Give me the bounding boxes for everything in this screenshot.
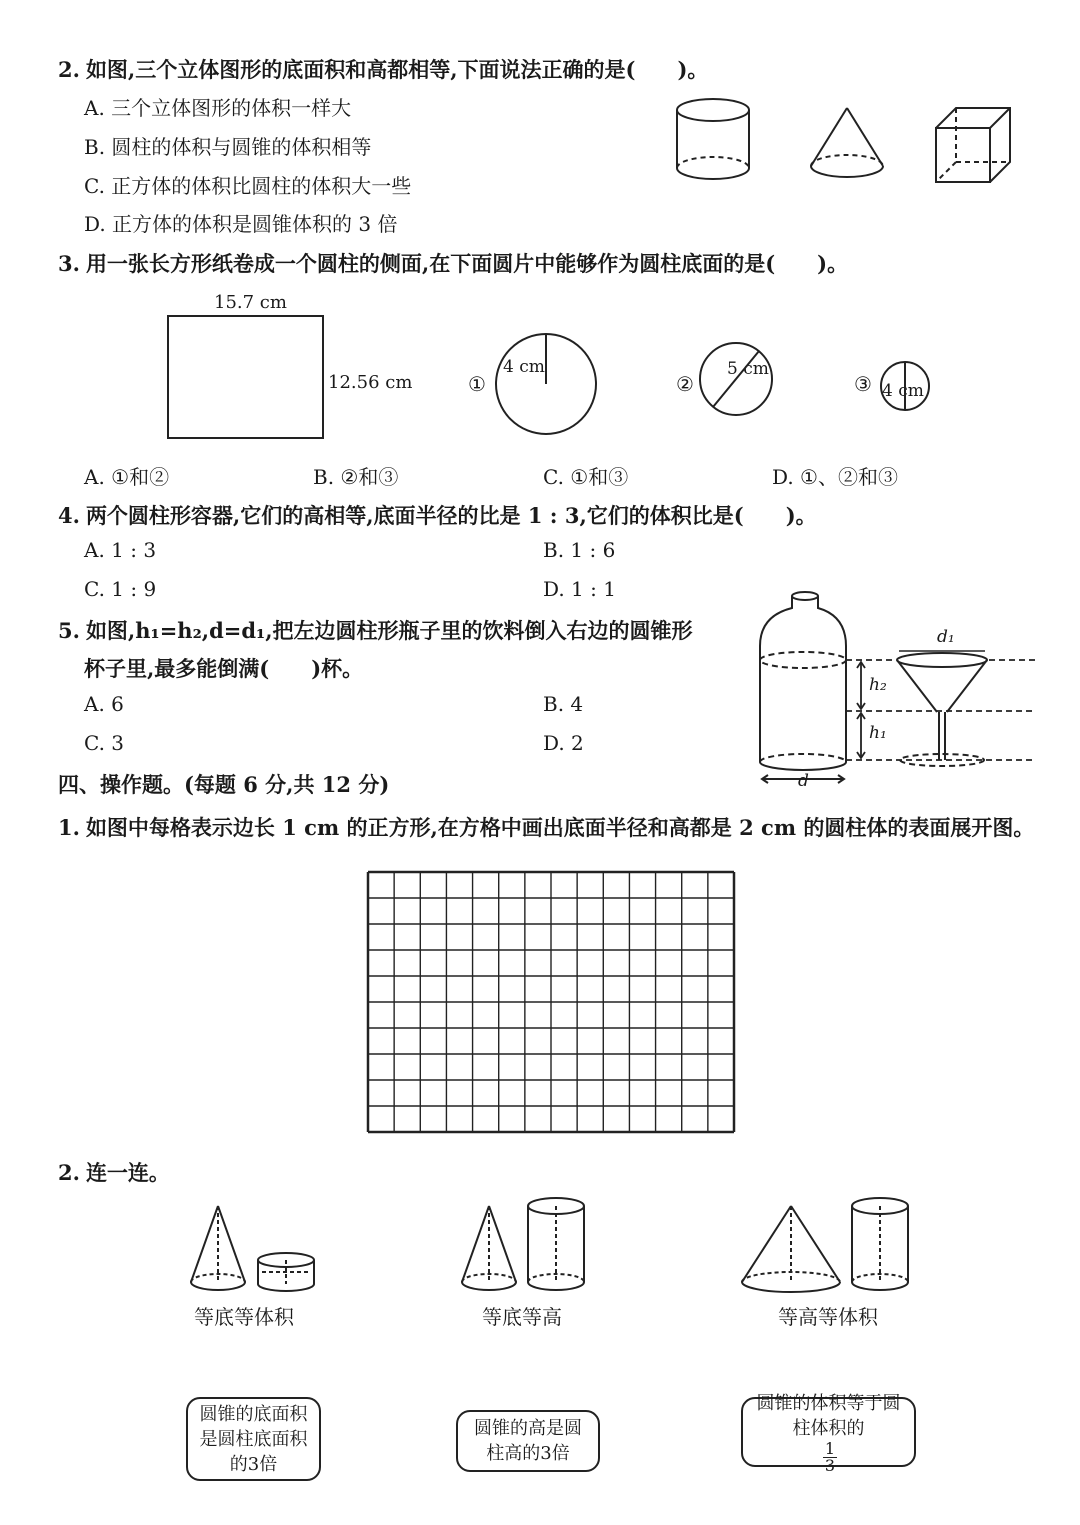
match-box-3[interactable] xyxy=(741,1392,916,1475)
op1-number: 1. xyxy=(58,815,80,840)
pair1-cylinder xyxy=(258,1253,314,1291)
section4-title: 四、操作题。(每题 6 分,共 12 分) xyxy=(58,772,390,797)
pair2-cone xyxy=(462,1206,516,1290)
label-h1: h₁ xyxy=(869,723,887,743)
pair2-cylinder xyxy=(528,1198,584,1290)
label-d1: d₁ xyxy=(937,627,955,647)
q2-option-d: D. 正方体的体积是圆锥体积的 3 倍 xyxy=(84,212,398,236)
q4-stem-text: 两个圆柱形容器,它们的高相等,底面半径的比是 1 : 3,它们的体积比是( )。 xyxy=(85,503,817,528)
rect-height-label: 12.56 cm xyxy=(328,372,413,393)
q5-stem-line1: 如图,h₁=h₂,d=d₁,把左边圆柱形瓶子里的饮料倒入右边的圆锥形 xyxy=(85,618,693,643)
label-d: d xyxy=(798,771,809,791)
pair3-label: 等高等体积 xyxy=(778,1305,878,1329)
pair1-cone xyxy=(191,1206,245,1290)
q2-option-b: B. 圆柱的体积与圆锥的体积相等 xyxy=(84,135,372,159)
op2-stem-text: 连一连。 xyxy=(85,1160,170,1185)
one-third-fraction xyxy=(823,1438,837,1475)
q2-option-c: C. 正方体的体积比圆柱的体积大一些 xyxy=(84,174,412,198)
q3-option-c: C. ①和③ xyxy=(543,465,629,489)
op1-stem-text: 如图中每格表示边长 1 cm 的正方形,在方格中画出底面半径和高都是 2 cm 的圆柱体的表面展开图。 xyxy=(85,815,1035,840)
label-h2: h₂ xyxy=(869,675,887,695)
circle3-mark: ③ xyxy=(854,372,872,396)
q5-option-a: A. 6 xyxy=(84,692,124,716)
op2-number: 2. xyxy=(58,1160,80,1185)
q2-number: 2. xyxy=(58,57,80,82)
match-box-1-text: 圆锥的底面积是圆柱底面积的3倍 xyxy=(199,1403,308,1475)
q2-stem-text: 如图,三个立体图形的底面积和高都相等,下面说法正确的是( )。 xyxy=(85,57,709,82)
q5-option-b: B. 4 xyxy=(543,692,584,716)
q5-number: 5. xyxy=(58,618,80,643)
rect-width-label: 15.7 cm xyxy=(214,292,287,313)
pair3-cylinder xyxy=(852,1198,908,1290)
pair3-cone xyxy=(742,1206,840,1292)
circle1-radius-label: 4 cm xyxy=(503,357,545,377)
q3-option-b: B. ②和③ xyxy=(313,465,399,489)
match-box-1[interactable] xyxy=(186,1397,321,1481)
pair2-label: 等底等高 xyxy=(482,1305,562,1329)
q4-option-a: A. 1 : 3 xyxy=(84,538,157,562)
circle2-diameter-label: 5 cm xyxy=(727,359,769,379)
q3-number: 3. xyxy=(58,251,80,276)
match-box-2[interactable] xyxy=(456,1410,600,1472)
match-box-2-text: 圆锥的高是圆柱高的3倍 xyxy=(474,1418,582,1464)
match-box-3-text: 圆锥的体积等于圆柱体积的 xyxy=(756,1392,901,1439)
q5-option-d: D. 2 xyxy=(543,731,584,755)
q2-option-a: A. 三个立体图形的体积一样大 xyxy=(84,96,352,120)
q3-option-d: D. ①、②和③ xyxy=(772,465,898,489)
circle3-diameter-label: 4 cm xyxy=(882,381,924,401)
q4-option-c: C. 1 : 9 xyxy=(84,577,157,601)
q3-option-a: A. ①和② xyxy=(84,465,170,489)
pair1-label: 等底等体积 xyxy=(194,1305,294,1329)
q4-number: 4. xyxy=(58,503,80,528)
fraction-numerator: 1 xyxy=(824,1438,836,1458)
q3-stem-text: 用一张长方形纸卷成一个圆柱的侧面,在下面圆片中能够作为圆柱底面的是( )。 xyxy=(85,251,849,276)
circle1-mark: ① xyxy=(468,372,486,396)
q5-stem-line2: 杯子里,最多能倒满( )杯。 xyxy=(84,656,364,681)
q5-option-c: C. 3 xyxy=(84,731,125,755)
q4-option-b: B. 1 : 6 xyxy=(543,538,616,562)
circle2-mark: ② xyxy=(676,372,694,396)
fraction-denominator: 3 xyxy=(824,1455,836,1475)
q4-option-d: D. 1 : 1 xyxy=(543,577,616,601)
